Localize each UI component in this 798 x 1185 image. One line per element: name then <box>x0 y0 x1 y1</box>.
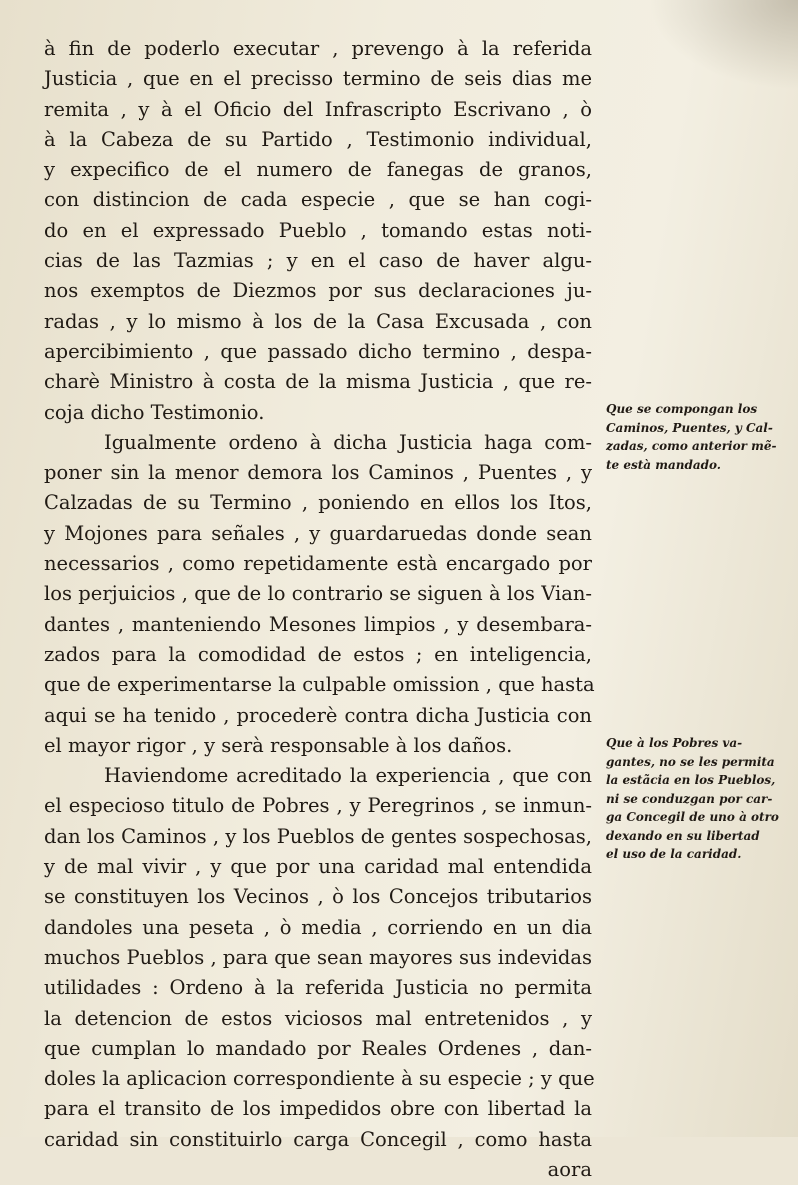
text-line: remita , y à el Oficio del Infrascripto Escrivano , ò <box>44 97 592 121</box>
text-line: y Mojones para señales , y guardaruedas donde sean <box>44 521 592 545</box>
note-line: Que se compongan los <box>606 402 758 416</box>
paragraph-roads <box>44 428 595 761</box>
text-line: dan los Caminos , y los Pueblos de gentes sospechosas, <box>44 824 592 848</box>
note-line: dexando en su libertad <box>606 828 760 843</box>
text-line: y de mal vivir , y que por una caridad mal entendida <box>44 855 592 879</box>
note-line: gantes, no se les permita <box>606 754 775 769</box>
note-line: ga Concegil de uno à otro <box>606 810 779 824</box>
text-line: poner sin la menor demora los Caminos , Puentes , y <box>44 461 592 485</box>
paragraph-grain-testimony <box>44 34 592 428</box>
text-line: que cumplan lo mandado por Reales Ordenes , dan- <box>44 1036 592 1060</box>
page-corner-shadow <box>648 0 798 90</box>
note-line: zadas, como anterior mẽ- <box>606 439 777 453</box>
text-line: doles la aplicacion correspondiente à su especie ; y que <box>44 1067 595 1091</box>
note-line: Que à los Pobres va- <box>606 736 743 750</box>
text-line: se constituyen los Vecinos , ò los Concejos tributarios <box>44 885 592 909</box>
note-line: te està mandado. <box>606 457 721 472</box>
text-line: radas , y lo mismo à los de la Casa Excusada , con <box>44 309 592 333</box>
text-line: Calzadas de su Termino , poniendo en ellos los Itos, <box>44 491 592 515</box>
note-line: ni se conduzgan por car- <box>606 791 773 806</box>
catchword: aora <box>547 1157 592 1181</box>
text-line: con distincion de cada especie , que se han cogi- <box>44 188 592 212</box>
text-line: el mayor rigor , y serà responsable à los daños. <box>44 733 513 757</box>
text-line: à la Cabeza de su Partido , Testimonio individual, <box>44 127 592 151</box>
text-line: Haviendome acreditado la experiencia , que con <box>104 764 592 788</box>
margin-note-vagrants <box>606 734 792 864</box>
text-line: Justicia , que en el precisso termino de seis dias me <box>44 67 592 91</box>
text-line: muchos Pueblos , para que sean mayores sus indevidas <box>44 945 592 969</box>
text-line: coja dicho Testimonio. <box>44 400 265 424</box>
margin-note-roads <box>606 400 792 474</box>
text-line: que de experimentarse la culpable omission , que hasta <box>44 673 595 697</box>
text-line: los perjuicios , que de lo contrario se siguen à los Vian- <box>44 582 592 606</box>
text-line: zados para la comodidad de estos ; en inteligencia, <box>44 642 592 666</box>
text-line: aqui se ha tenido , procederè contra dicha Justicia con <box>44 703 592 727</box>
text-line: do en el expressado Pueblo , tomando estas noti- <box>44 218 592 242</box>
text-line: y expecifico de el numero de fanegas de granos, <box>44 158 592 182</box>
note-line: Caminos, Puentes, y Cal- <box>606 420 773 435</box>
text-line: para el transito de los impedidos obre con libertad la <box>44 1097 592 1121</box>
text-line: utilidades : Ordeno à la referida Justicia no permita <box>44 976 592 1000</box>
main-text-column <box>44 34 595 1185</box>
text-line: Igualmente ordeno à dicha Justicia haga com- <box>104 430 592 454</box>
text-line: à fin de poderlo executar , prevengo à la referida <box>44 37 592 60</box>
text-line: necessarios , como repetidamente està encargado por <box>44 552 592 576</box>
text-line: caridad sin constituirlo carga Concegil , como hasta <box>44 1127 592 1151</box>
paragraph-vagrants <box>44 761 595 1155</box>
note-line: la estãcia en los Pueblos, <box>606 773 776 787</box>
text-line: cias de las Tazmias ; y en el caso de haver algu- <box>44 249 592 273</box>
text-line: el especioso titulo de Pobres , y Peregrinos , se inmun- <box>44 794 592 818</box>
text-line: la detencion de estos viciosos mal entretenidos , y <box>44 1006 592 1030</box>
text-line: charè Ministro à costa de la misma Justicia , que re- <box>44 370 592 394</box>
note-line: el uso de la caridad. <box>606 847 742 861</box>
text-line: nos exemptos de Diezmos por sus declaraciones ju- <box>44 279 592 303</box>
text-line: apercibimiento , que passado dicho termino , despa- <box>44 339 592 363</box>
text-line: dantes , manteniendo Mesones limpios , y desembara- <box>44 612 592 636</box>
text-line: dandoles una peseta , ò media , corriendo en un dia <box>44 915 592 939</box>
